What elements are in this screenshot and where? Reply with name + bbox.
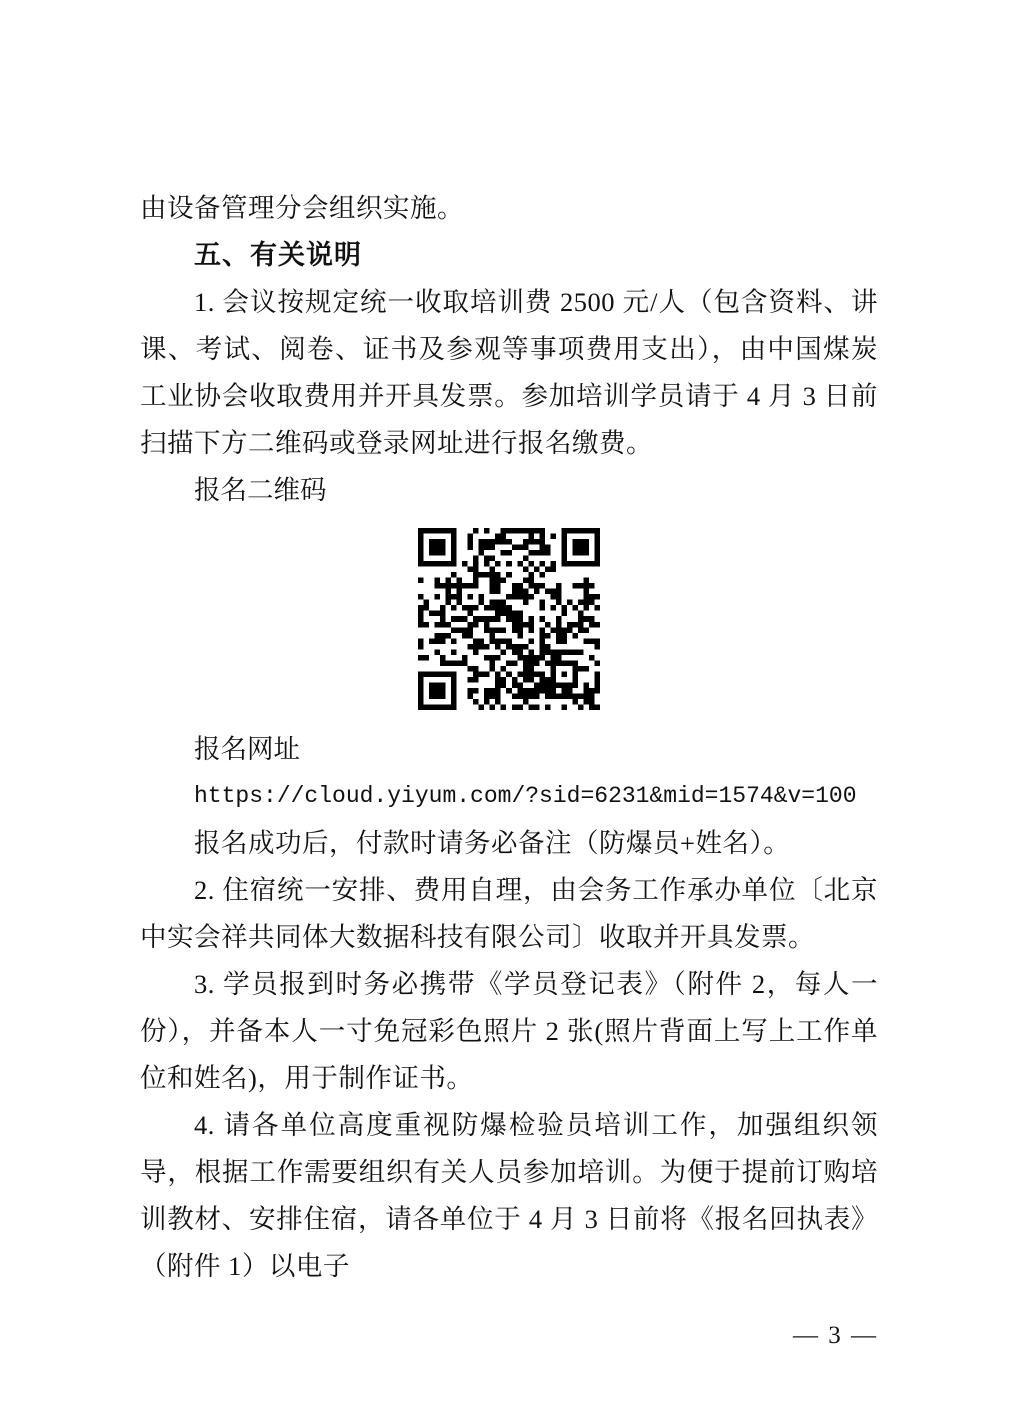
section-heading: 五、有关说明 xyxy=(194,240,362,270)
payment-remark-note: 报名成功后，付款时请务必备注（防爆员+姓名）。 xyxy=(194,828,791,858)
paragraph-continued: 由设备管理分会组织实施。 xyxy=(140,193,464,223)
qr-code-container xyxy=(140,528,878,710)
qr-code-label: 报名二维码 xyxy=(194,475,327,505)
page-number: — 3 — xyxy=(793,1322,878,1349)
paragraph-item-3: 3. 学员报到时务必携带《学员登记表》（附件 2，每人一份），并备本人一寸免冠彩色照片 2 张(照片背面上写上工作单位和姓名)，用于制作证书。 xyxy=(140,969,878,1093)
registration-url-value[interactable]: https://cloud.yiyum.com/?sid=6231&mid=1574&v=100 xyxy=(194,783,857,809)
registration-qr-code xyxy=(418,528,600,710)
registration-url-label: 报名网址 xyxy=(194,734,300,764)
paragraph-item-4: 4. 请各单位高度重视防爆检验员培训工作，加强组织领导，根据工作需要组织有关人员参加培训。为便于提前订购培训教材、安排住宿，请各单位于 4 月 3 日前将《报名回执表》（附件 1）以电子 xyxy=(140,1110,878,1281)
paragraph-item-2: 2. 住宿统一安排、费用自理，由会务工作承办单位〔北京中实会祥共同体大数据科技有限公司〕收取并开具发票。 xyxy=(140,875,878,952)
paragraph-item-1: 1. 会议按规定统一收取培训费 2500 元/人（包含资料、讲课、考试、阅卷、证书及参观等事项费用支出），由中国煤炭工业协会收取费用并开具发票。参加培训学员请于 4 月 3 日前扫描下方二维码或登录网址进行报名缴费。 xyxy=(140,287,878,458)
